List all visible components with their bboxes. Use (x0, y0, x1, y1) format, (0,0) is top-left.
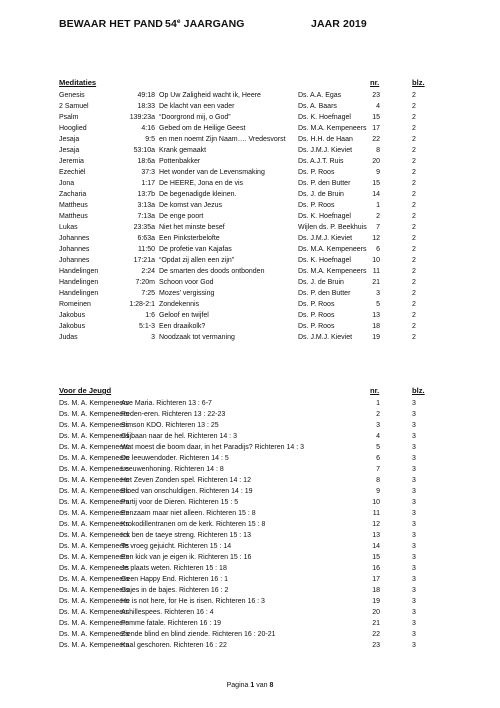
issue-number: 14 (372, 543, 380, 550)
meditaties-col-nr: nr. (370, 78, 380, 87)
story-title: De leeuwendoder. Richteren 14 : 5 (121, 455, 229, 462)
bible-book: Handelingen (59, 290, 99, 297)
meditaties-row (59, 112, 454, 123)
story-title: Gajes in de bajes. Richteren 16 : 2 (121, 587, 229, 594)
meditation-title: Het wonder van de Levensmaking (159, 169, 265, 176)
author-name: Ds. K. Hoefnagel (298, 114, 351, 121)
meditaties-row (59, 288, 454, 299)
jeugd-row (59, 420, 454, 431)
issue-number: 5 (376, 444, 380, 451)
page-number: 3 (412, 422, 416, 429)
page-number: 2 (412, 290, 416, 297)
year-label: JAAR 2019 (311, 18, 367, 30)
page-number: 2 (412, 114, 416, 121)
jeugd-row (59, 530, 454, 541)
meditaties-row (59, 310, 454, 321)
issue-number: 7 (376, 224, 380, 231)
bible-reference: 11:50 (138, 246, 155, 253)
page-number: 2 (412, 213, 416, 220)
bible-reference: 1:28-2:1 (129, 301, 155, 308)
page-number: 2 (412, 268, 416, 275)
bible-book: Mattheus (59, 202, 88, 209)
issue-number: 15 (372, 180, 380, 187)
meditaties-row (59, 321, 454, 332)
story-title: Je plaats weten. Richteren 15 : 18 (121, 565, 227, 572)
meditaties-row (59, 134, 454, 145)
bible-reference: 6:63a (137, 235, 155, 242)
meditation-title: Schoon voor God (159, 279, 214, 286)
issue-number: 15 (372, 554, 380, 561)
meditation-title: De klacht van een vader (159, 103, 235, 110)
issue-number: 13 (372, 312, 380, 319)
meditaties-row (59, 222, 454, 233)
issue-number: 11 (372, 510, 380, 517)
issue-number: 5 (376, 301, 380, 308)
page-number: 3 (412, 609, 416, 616)
jeugd-row (59, 596, 454, 607)
story-title: Krokodillentranen om de kerk. Richteren 15 : 8 (121, 521, 266, 528)
page-number: 2 (412, 92, 416, 99)
issue-number: 13 (372, 532, 380, 539)
page-number: 2 (412, 191, 416, 198)
author-name: Ds. M. A. Kempeneers (59, 411, 130, 418)
page-number: 3 (412, 598, 416, 605)
bible-reference: 37:3 (141, 169, 155, 176)
story-title: Leeuwenhoning. Richteren 14 : 8 (121, 466, 224, 473)
author-name: Ds. P. Roos (298, 312, 335, 319)
author-name: Ds. M.A. Kempeneers (298, 246, 367, 253)
issue-number: 4 (376, 103, 380, 110)
bible-book: Johannes (59, 246, 90, 253)
bible-book: Jakobus (59, 312, 86, 319)
meditation-title: Mozes’ vergissing (159, 290, 215, 297)
issue-number: 11 (372, 268, 380, 275)
bible-book: Handelingen (59, 279, 99, 286)
meditaties-row (59, 277, 454, 288)
issue-number: 23 (372, 642, 380, 649)
author-name: Ds. P. Roos (298, 301, 335, 308)
meditation-title: en men noemt Zijn Naam…. Vredesvorst (159, 136, 286, 143)
issue-number: 20 (372, 609, 380, 616)
jeugd-row (59, 519, 454, 530)
page-number: 3 (412, 510, 416, 517)
meditaties-row (59, 211, 454, 222)
page-number: 3 (412, 488, 416, 495)
jeugd-section (59, 386, 454, 651)
author-name: Ds. M. A. Kempeneers (59, 554, 130, 561)
page-number: 2 (412, 279, 416, 286)
jeugd-list (59, 398, 454, 651)
issue-number: 22 (372, 631, 380, 638)
bible-book: Jeremia (59, 158, 84, 165)
meditation-title: Op Uw Zaligheid wacht ik, Heere (159, 92, 261, 99)
page-number: 3 (412, 455, 416, 462)
author-name: Ds. M. A. Kempeneers (59, 532, 130, 539)
bible-reference: 139:23a (129, 114, 155, 121)
volume-ordinal: e (176, 18, 181, 25)
bible-book: Johannes (59, 235, 90, 242)
issue-number: 23 (372, 92, 380, 99)
page-number: 3 (412, 521, 416, 528)
volume-word: JAARGANG (180, 18, 245, 30)
jeugd-row (59, 475, 454, 486)
issue-number: 9 (376, 488, 380, 495)
page-number: 3 (412, 499, 416, 506)
meditaties-row (59, 255, 454, 266)
meditation-title: De profetie van Kajafas (159, 246, 232, 253)
issue-number: 16 (372, 565, 380, 572)
bible-reference: 7:20m (135, 279, 155, 286)
jeugd-row (59, 486, 454, 497)
bible-book: Lukas (59, 224, 78, 231)
jeugd-row (59, 618, 454, 629)
issue-number: 1 (376, 400, 380, 407)
page-number: 3 (412, 411, 416, 418)
author-name: Ds. M. A. Kempeneers (59, 609, 130, 616)
story-title: Partij voor de Dieren. Richteren 15 : 5 (121, 499, 239, 506)
jeugd-row (59, 607, 454, 618)
jeugd-row (59, 574, 454, 585)
story-title: Glijbaan naar de hel. Richteren 14 : 3 (121, 433, 237, 440)
author-name: Ds. P. Roos (298, 323, 335, 330)
bible-book: Zacharia (59, 191, 87, 198)
bible-book: Psalm (59, 114, 79, 121)
author-name: Ds. M. A. Kempeneers (59, 642, 130, 649)
story-title: Te vroeg gejuicht. Richteren 15 : 14 (121, 543, 232, 550)
author-name: Ds. M. A. Kempeneers (59, 521, 130, 528)
author-name: Ds. M. A. Kempeneers (59, 631, 130, 638)
page-number: 3 (412, 642, 416, 649)
author-name: Ds. M. A. Kempeneers (59, 488, 130, 495)
bible-book: Hooglied (59, 125, 87, 132)
meditaties-row (59, 200, 454, 211)
page-number: 2 (412, 257, 416, 264)
meditaties-row (59, 189, 454, 200)
story-title: Het Zeven Zonden spel. Richteren 14 : 12 (121, 477, 251, 484)
issue-number: 19 (372, 334, 380, 341)
meditation-title: Noodzaak tot vermaning (159, 334, 235, 341)
volume-label (165, 18, 245, 30)
bible-book: Genesis (59, 92, 85, 99)
story-title: Femme fatale. Richteren 16 : 19 (121, 620, 221, 627)
bible-reference: 4:16 (141, 125, 155, 132)
author-name: Wijlen ds. P. Beekhuis (298, 224, 367, 231)
meditation-title: Niet het minste besef (159, 224, 225, 231)
author-name: Ds. A.J.T. Ruis (298, 158, 344, 165)
page-number: 2 (412, 125, 416, 132)
meditation-title: “Doorgrond mij, o God” (159, 114, 231, 121)
bible-reference: 7:25 (141, 290, 155, 297)
page-number: 2 (412, 334, 416, 341)
meditation-title: Gebed om de Heilige Geest (159, 125, 246, 132)
page-number: 3 (412, 444, 416, 451)
author-name: Ds. J.M.J. Kieviet (298, 235, 353, 242)
bible-book: Jona (59, 180, 75, 187)
bible-book: Jesaja (59, 136, 80, 143)
jeugd-row (59, 453, 454, 464)
author-name: Ds. M.A. Kempeneers (298, 268, 367, 275)
issue-number: 2 (376, 213, 380, 220)
author-name: Ds. J. de Bruin (298, 279, 344, 286)
issue-number: 17 (372, 576, 380, 583)
author-name: Ds. A. Baars (298, 103, 337, 110)
story-title: Bloed van onschuldigen. Richteren 14 : 19 (121, 488, 253, 495)
page-footer (0, 682, 500, 689)
page-number: 2 (412, 301, 416, 308)
author-name: Ds. M. A. Kempeneers (59, 477, 130, 484)
meditation-title: Een Pinksterbelofte (159, 235, 220, 242)
issue-number: 22 (372, 136, 380, 143)
bible-book: Mattheus (59, 213, 88, 220)
bible-book: Romeinen (59, 301, 91, 308)
author-name: Ds. J. de Bruin (298, 191, 344, 198)
author-name: Ds. M. A. Kempeneers (59, 422, 130, 429)
meditation-title: De smarten des doods ontbonden (159, 268, 265, 275)
jeugd-col-blz: blz. (412, 386, 425, 395)
story-title: He is not here, for He is risen. Richteren 16 : 3 (121, 598, 265, 605)
author-name: Ds. K. Hoefnagel (298, 257, 351, 264)
author-name: Ds. M. A. Kempeneers (59, 576, 130, 583)
jeugd-row (59, 629, 454, 640)
page-number: 2 (412, 147, 416, 154)
bible-reference: 53:10a (133, 147, 155, 154)
issue-number: 8 (376, 147, 380, 154)
page-number: 2 (412, 202, 416, 209)
meditaties-row (59, 101, 454, 112)
page-number: 3 (412, 532, 416, 539)
issue-number: 3 (376, 290, 380, 297)
page-number: 2 (412, 103, 416, 110)
meditaties-row (59, 266, 454, 277)
meditation-title: Geloof en twijfel (159, 312, 209, 319)
footer-prefix: Pagina (226, 682, 251, 689)
page-number: 3 (412, 587, 416, 594)
jeugd-row (59, 409, 454, 420)
page-number: 2 (412, 323, 416, 330)
page-number: 3 (412, 466, 416, 473)
issue-number: 9 (376, 169, 380, 176)
bible-book: Johannes (59, 257, 90, 264)
bible-reference: 9:5 (145, 136, 155, 143)
jeugd-row (59, 497, 454, 508)
bible-reference: 13:7b (137, 191, 155, 198)
meditaties-section (59, 78, 454, 343)
story-title: Achillespees. Richteren 16 : 4 (121, 609, 214, 616)
issue-number: 1 (376, 202, 380, 209)
issue-number: 7 (376, 466, 380, 473)
jeugd-heading: Voor de Jeugd (59, 386, 112, 395)
meditation-title: De enge poort (159, 213, 204, 220)
bible-book: Jakobus (59, 323, 86, 330)
bible-book: Judas (59, 334, 78, 341)
footer-page-number: 1 (250, 682, 255, 689)
author-name: Ds. M. A. Kempeneers (59, 466, 130, 473)
author-name: Ds. M. A. Kempeneers (59, 543, 130, 550)
issue-number: 4 (376, 433, 380, 440)
footer-page-total: 8 (269, 682, 274, 689)
author-name: Ds. M. A. Kempeneers (59, 565, 130, 572)
author-name: Ds. P. den Butter (298, 290, 351, 297)
author-name: Ds. M. A. Kempeneers (59, 455, 130, 462)
story-title: Ick ben de taeye streng. Richteren 15 : 13 (121, 532, 251, 539)
page-number: 2 (412, 180, 416, 187)
page-number: 2 (412, 224, 416, 231)
bible-reference: 5:1-3 (139, 323, 155, 330)
meditaties-row (59, 123, 454, 134)
author-name: Ds. M. A. Kempeneers (59, 598, 130, 605)
author-name: Ds. K. Hoefnagel (298, 213, 351, 220)
page-number: 3 (412, 433, 416, 440)
issue-number: 8 (376, 477, 380, 484)
meditaties-row (59, 145, 454, 156)
issue-number: 17 (372, 125, 380, 132)
author-name: Ds. M. A. Kempeneers (59, 400, 130, 407)
meditaties-row (59, 244, 454, 255)
page-number: 3 (412, 620, 416, 627)
story-title: Eenzaam maar niet alleen. Richteren 15 : 8 (121, 510, 256, 517)
page-number: 3 (412, 576, 416, 583)
meditaties-header-row (59, 78, 454, 90)
issue-number: 12 (372, 235, 380, 242)
page-number: 3 (412, 554, 416, 561)
author-name: Ds. M. A. Kempeneers (59, 499, 130, 506)
jeugd-row (59, 431, 454, 442)
page-number: 2 (412, 235, 416, 242)
publication-title: BEWAAR HET PAND (59, 18, 163, 30)
jeugd-row (59, 585, 454, 596)
jeugd-col-nr: nr. (370, 386, 380, 395)
issue-number: 15 (372, 114, 380, 121)
footer-middle: van (254, 682, 270, 689)
meditaties-row (59, 178, 454, 189)
author-name: Ds. P. Roos (298, 169, 335, 176)
story-title: Ave Maria. Richteren 13 : 6-7 (121, 400, 212, 407)
issue-number: 12 (372, 521, 380, 528)
jeugd-row (59, 552, 454, 563)
issue-number: 10 (372, 257, 380, 264)
issue-number: 6 (376, 455, 380, 462)
issue-number: 20 (372, 158, 380, 165)
page-number: 3 (412, 631, 416, 638)
bible-reference: 1:17 (141, 180, 155, 187)
meditaties-heading: Meditaties (59, 78, 97, 87)
meditation-title: “Opdat zij allen een zijn” (159, 257, 235, 264)
issue-number: 18 (372, 587, 380, 594)
meditaties-row (59, 332, 454, 343)
author-name: Ds. J.M.J. Kieviet (298, 334, 353, 341)
page-number: 3 (412, 565, 416, 572)
author-name: Ds. M. A. Kempeneers (59, 433, 130, 440)
issue-number: 21 (372, 620, 380, 627)
author-name: Ds. M. A. Kempeneers (59, 444, 130, 451)
story-title: Reden-eren. Richteren 13 : 22-23 (121, 411, 226, 418)
meditation-title: De komst van Jezus (159, 202, 223, 209)
volume-number: 54 (165, 18, 177, 30)
author-name: Ds. J.M.J. Kieviet (298, 147, 353, 154)
page-number: 3 (412, 477, 416, 484)
bible-book: Jesaja (59, 147, 80, 154)
page-number: 3 (412, 400, 416, 407)
meditation-title: De HEERE, Jona en de vis (159, 180, 244, 187)
author-name: Ds. P. Roos (298, 202, 335, 209)
meditation-title: Pottenbakker (159, 158, 201, 165)
story-title: Geen Happy End. Richteren 16 : 1 (121, 576, 229, 583)
bible-reference: 2:24 (141, 268, 155, 275)
issue-number: 21 (372, 279, 380, 286)
meditation-title: De begenadigde kleinen. (159, 191, 237, 198)
meditaties-row (59, 233, 454, 244)
bible-reference: 18:33 (137, 103, 155, 110)
author-name: Ds. M. A. Kempeneers (59, 620, 130, 627)
meditaties-col-blz: blz. (412, 78, 425, 87)
meditaties-row (59, 299, 454, 310)
bible-reference: 17:21a (133, 257, 155, 264)
author-name: Ds. H.H. de Haan (298, 136, 353, 143)
issue-number: 14 (372, 191, 380, 198)
jeugd-row (59, 442, 454, 453)
author-name: Ds. M. A. Kempeneers (59, 587, 130, 594)
bible-reference: 3 (151, 334, 155, 341)
jeugd-header-row (59, 386, 454, 398)
bible-reference: 23:35a (133, 224, 155, 231)
author-name: Ds. M. A. Kempeneers (59, 510, 130, 517)
meditation-title: Een draaikolk? (159, 323, 206, 330)
bible-book: Handelingen (59, 268, 99, 275)
bible-reference: 49:18 (137, 92, 155, 99)
issue-number: 3 (376, 422, 380, 429)
issue-number: 19 (372, 598, 380, 605)
page-number: 2 (412, 169, 416, 176)
meditaties-row (59, 156, 454, 167)
meditaties-row (59, 90, 454, 101)
page-number: 2 (412, 312, 416, 319)
meditation-title: Krank gemaakt (159, 147, 207, 154)
jeugd-row (59, 541, 454, 552)
author-name: Ds. A.A. Egas (298, 92, 342, 99)
page-number: 2 (412, 246, 416, 253)
bible-book: 2 Samuel (59, 103, 89, 110)
jeugd-row (59, 640, 454, 651)
bible-reference: 18:6a (137, 158, 155, 165)
author-name: Ds. P. den Butter (298, 180, 351, 187)
jeugd-row (59, 464, 454, 475)
meditaties-row (59, 167, 454, 178)
page-number: 2 (412, 158, 416, 165)
jeugd-row (59, 563, 454, 574)
issue-number: 18 (372, 323, 380, 330)
story-title: Een kick van je eigen ik. Richteren 15 : 16 (121, 554, 252, 561)
bible-reference: 7:13a (137, 213, 155, 220)
page-number: 2 (412, 136, 416, 143)
story-title: Kaal geschoren. Richteren 16 : 22 (121, 642, 227, 649)
issue-number: 2 (376, 411, 380, 418)
bible-reference: 1:6 (145, 312, 155, 319)
story-title: Ziende blind en blind ziende. Richteren 16 : 20-21 (121, 631, 276, 638)
jeugd-row (59, 398, 454, 409)
meditaties-list (59, 90, 454, 343)
story-title: Simson KDO. Richteren 13 : 25 (121, 422, 219, 429)
jeugd-row (59, 508, 454, 519)
bible-book: Ezechiël (59, 169, 86, 176)
author-name: Ds. M.A. Kempeneers (298, 125, 367, 132)
story-title: Wat moest die boom daar, in het Paradijs? Richteren 14 : 3 (121, 444, 305, 451)
meditation-title: Zondekennis (159, 301, 200, 308)
bible-reference: 3:13a (137, 202, 155, 209)
issue-number: 6 (376, 246, 380, 253)
page-number: 3 (412, 543, 416, 550)
issue-number: 10 (372, 499, 380, 506)
